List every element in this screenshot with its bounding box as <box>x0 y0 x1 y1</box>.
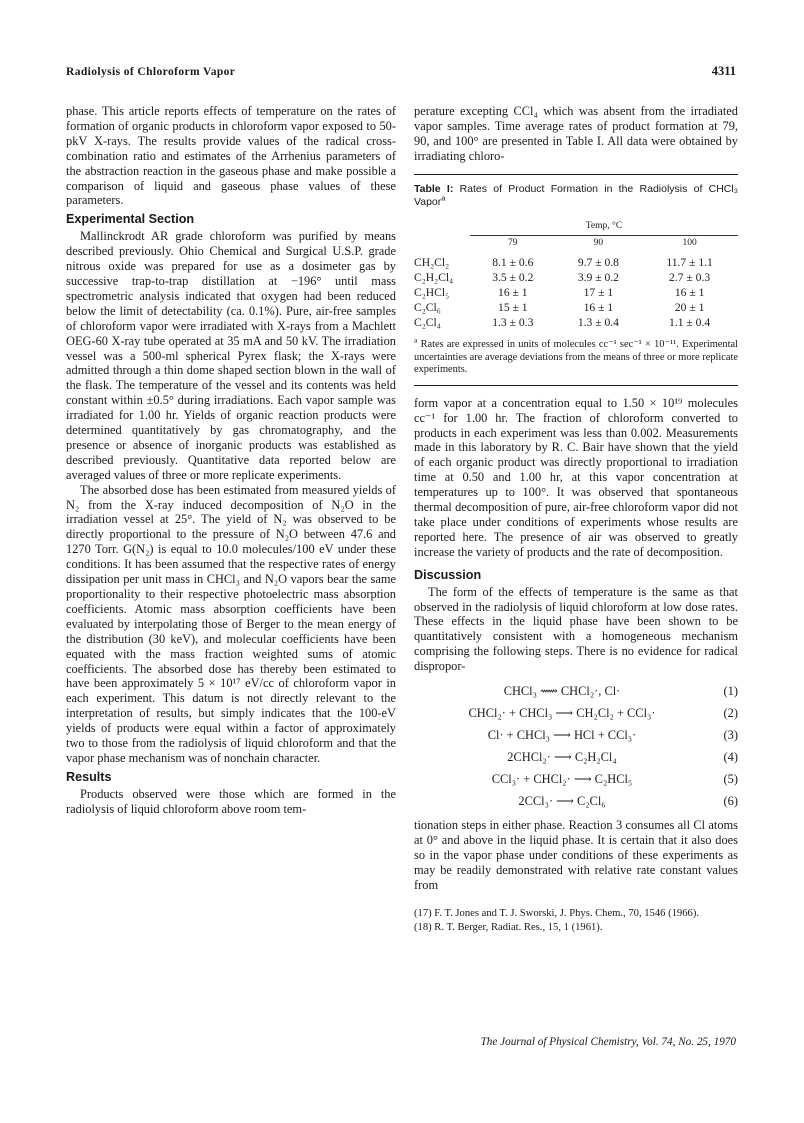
reference-item: (17) F. T. Jones and T. J. Sworski, J. Phys. Chem., 70, 1546 (1966). <box>414 907 699 919</box>
value-cell: 11.7 ± 1.1 <box>666 256 713 270</box>
compound-cell: C₂HCl₅ <box>414 286 450 300</box>
table-caption <box>414 183 738 209</box>
table-row <box>414 271 738 286</box>
compound-cell: C₂Cl₄ <box>414 316 441 330</box>
results-paragraph-2: form vapor at a concentration equal to 1.50 × 10¹⁹ molecules cc⁻¹ for 1.00 hr. The fraction of chloroform converted to products in each experiment was less than 0.002. Measurements made in this laboratory by R. C. Bair have shown that the yield of each organic product was directly proportional to irradiation time at 0.50 and 1.00 hr, at this vapor concentration at temperatures up to 100°. It was observed that spontaneous thermal decomposition of pure, air-free chloroform vapor did not take place under conditions of experiments whose results are reported here. The presence of air was observed to greatly increase the variety of products and the rate of decomposition. <box>414 395 738 559</box>
reaction-equation: CHCl₂· + CHCl₃ ⟶ CH₂Cl₂ + CCl₃· <box>468 705 656 720</box>
table-row <box>414 256 738 271</box>
value-cell: 17 ± 1 <box>583 286 614 300</box>
reaction-equation: Cl· + CHCl₃ ⟶ HCl + CCl₃· <box>487 727 637 742</box>
reaction-number: (2) <box>723 705 738 720</box>
column-header: 79 <box>508 237 518 248</box>
value-cell: 16 ± 1 <box>674 286 705 300</box>
left-column <box>66 104 396 817</box>
reaction-scheme <box>414 680 738 812</box>
right-column <box>414 104 738 935</box>
value-cell: 8.1 ± 0.6 <box>492 256 534 270</box>
compound-cell: C₂H₂Cl₄ <box>414 271 454 285</box>
value-cell: 3.5 ± 0.2 <box>492 271 534 285</box>
reaction-line <box>414 724 738 746</box>
intro-paragraph: phase. This article reports effects of temperature on the rates of formation of organic products in chloroform vapor exposed to 50-pkV X-rays. The results provide values of the radical cross-combination ratio and estimates of the Arrhenius parameters of the abstraction reaction in the gaseous phase and make possible a comparison of liquid and gaseous phase values of these parameters. <box>66 104 396 208</box>
discussion-paragraph-2: tionation steps in either phase. Reaction 3 consumes all Cl atoms at 0° and above in the liquid phase. It is certain that it also does so in the vapor phase under conditions of these experiments as may be readily demonstrated with relative rate constant values from <box>414 818 738 892</box>
value-cell: 1.1 ± 0.4 <box>669 316 711 330</box>
reaction-equation: CCl₃· + CHCl₂· ⟶ C₂HCl₅ <box>491 771 633 786</box>
discussion-heading: Discussion <box>414 567 482 582</box>
reaction-equation: 2CCl₃· ⟶ C₂Cl₆ <box>518 793 606 808</box>
compound-cell: C₂Cl₆ <box>414 301 441 315</box>
reaction-number: (6) <box>723 793 738 808</box>
experimental-heading: Experimental Section <box>66 212 195 227</box>
value-cell: 3.9 ± 0.2 <box>577 271 619 285</box>
reaction-number: (4) <box>723 749 738 764</box>
temp-header: Temp, °C <box>470 219 738 236</box>
results-heading: Results <box>66 769 112 784</box>
table-row <box>414 286 738 301</box>
results-continuation: perature excepting CCl₄ which was absent from the irradiated vapor samples. Time average rates of product formation at 79, 90, and 100° are presented in Table I. All data were obtained by irradiating chloro- <box>414 104 738 163</box>
table-caption-text: Rates of Product Formation in the Radiolysis of CHCl₃ Vapor <box>414 182 739 208</box>
reference-item: (18) R. T. Berger, Radiat. Res., 15, 1 (1961). <box>414 921 603 933</box>
table-caption-ref: a <box>441 193 446 203</box>
value-cell: 15 ± 1 <box>498 301 528 315</box>
table-footnote: $^a$ Rates are expressed in units of molecules cc⁻¹ sec⁻¹ × 10⁻¹¹. Experimental uncertainties are average deviations from the means of three or more replicate experiments. <box>414 335 738 376</box>
table-row <box>414 316 738 331</box>
value-cell: 1.3 ± 0.4 <box>577 316 619 330</box>
reaction-line <box>414 746 738 768</box>
column-header: 100 <box>682 237 697 248</box>
discussion-paragraph-1: The form of the effects of temperature is the same as that observed in the radiolysis of liquid chloroform at low dose rates. These effects in the liquid phase have been shown to be quantitatively consistent with a homogeneous mechanism comprising the following steps. There is no evidence for radical dispropor- <box>414 584 738 674</box>
value-cell: 16 ± 1 <box>583 301 614 315</box>
journal-footer: The Journal of Physical Chemistry, Vol. 74, No. 25, 1970 <box>480 1036 736 1048</box>
column-header: 90 <box>593 237 604 248</box>
reaction-line <box>414 702 738 724</box>
experimental-paragraph-2: The absorbed dose has been estimated from measured yields of N₂ from the X-ray induced decomposition of N₂O in the irradiation vessel at 25°. The yield of N₂ was observed to be directly proportional to the pressure of N₂O between 47.6 and 1270 Torr. G(N₂) is equal to 10.0 molecules/100 eV under these conditions. It has been assumed that the respective rates of energy dissipation per unit mass in CHCl₃ and N₂O vapors bear the same proportionality to their respective photoelectric mass absorption coefficients. Atomic mass absorption coefficients have been evaluated by interpolating those of Berger to the mean energy of the distribution (30 keV), and molecular coefficients have been equated with the mass fraction weighted sums of atomic coefficients. The absorbed dose has thereby been estimated to have been approximately 5 × 10¹⁷ eV/cc of chloroform vapor in each experiment. This datum is not directly relevant to the interpretation of results, but simply indicates that the 100-eV yields of products were equal within a factor of approximately two to those from the radiolysis of liquid chloroform and that the vapor phase mechanism was of nonchain character. <box>66 482 396 765</box>
reaction-number: (5) <box>723 771 738 786</box>
value-cell: 1.3 ± 0.3 <box>492 316 534 330</box>
compound-cell: CH₂Cl₂ <box>414 256 450 270</box>
table-header-row <box>414 236 738 251</box>
experimental-paragraph-1: Mallinckrodt AR grade chloroform was purified by means described previously. Ohio Chemical and Surgical U.S.P. grade nitrous oxide was prepared for use as a dosimeter gas by successive trap-to-trap distillation at −196° until mass spectrometric analysis indicated that oxygen had been reduced below the limit of detectability (ca. 0.1%). Pure, air-free samples of chloroform vapor were irradiated with X-rays from a Machlett OEG-60 X-ray tube operated at 35 mA and 50 kV. The irradiation vessel was a 500-ml spherical Pyrex flask; the X-rays were admitted through a thin dome shaped section blown in the wall of the flask. The temperature of the vessel and its contents was held constant within ±0.5° during irradiations. Each vapor sample was irradiated for 1.00 hr. Yields of organic reaction products were determined quantitatively by gas chromatography, and the presence or absence of inorganic products was established as described previously. Quantitative data reported below are averaged values of three or more replicate experiments. <box>66 229 396 482</box>
reaction-line <box>414 790 738 812</box>
reaction-equation: 2CHCl₂· ⟶ C₂H₂Cl₄ <box>507 749 617 764</box>
reaction-equation: CHCl₃ ⟿ CHCl₂·, Cl· <box>503 683 621 698</box>
value-cell: 9.7 ± 0.8 <box>577 256 619 270</box>
value-cell: 16 ± 1 <box>498 286 528 300</box>
reaction-number: (1) <box>723 683 738 698</box>
reaction-number: (3) <box>723 727 738 742</box>
results-paragraph-1: Products observed were those which are formed in the radiolysis of liquid chloroform above room tem- <box>66 786 396 816</box>
references <box>414 907 738 935</box>
reaction-line <box>414 768 738 790</box>
reaction-line <box>414 680 738 702</box>
running-title: Radiolysis of Chloroform Vapor <box>66 66 236 78</box>
table-1 <box>414 174 738 386</box>
table-label: Table I: <box>414 182 454 195</box>
table-row <box>414 301 738 316</box>
page-number: 4311 <box>711 64 736 78</box>
value-cell: 2.7 ± 0.3 <box>669 271 711 285</box>
rates-table <box>414 219 738 331</box>
value-cell: 20 ± 1 <box>674 301 705 315</box>
